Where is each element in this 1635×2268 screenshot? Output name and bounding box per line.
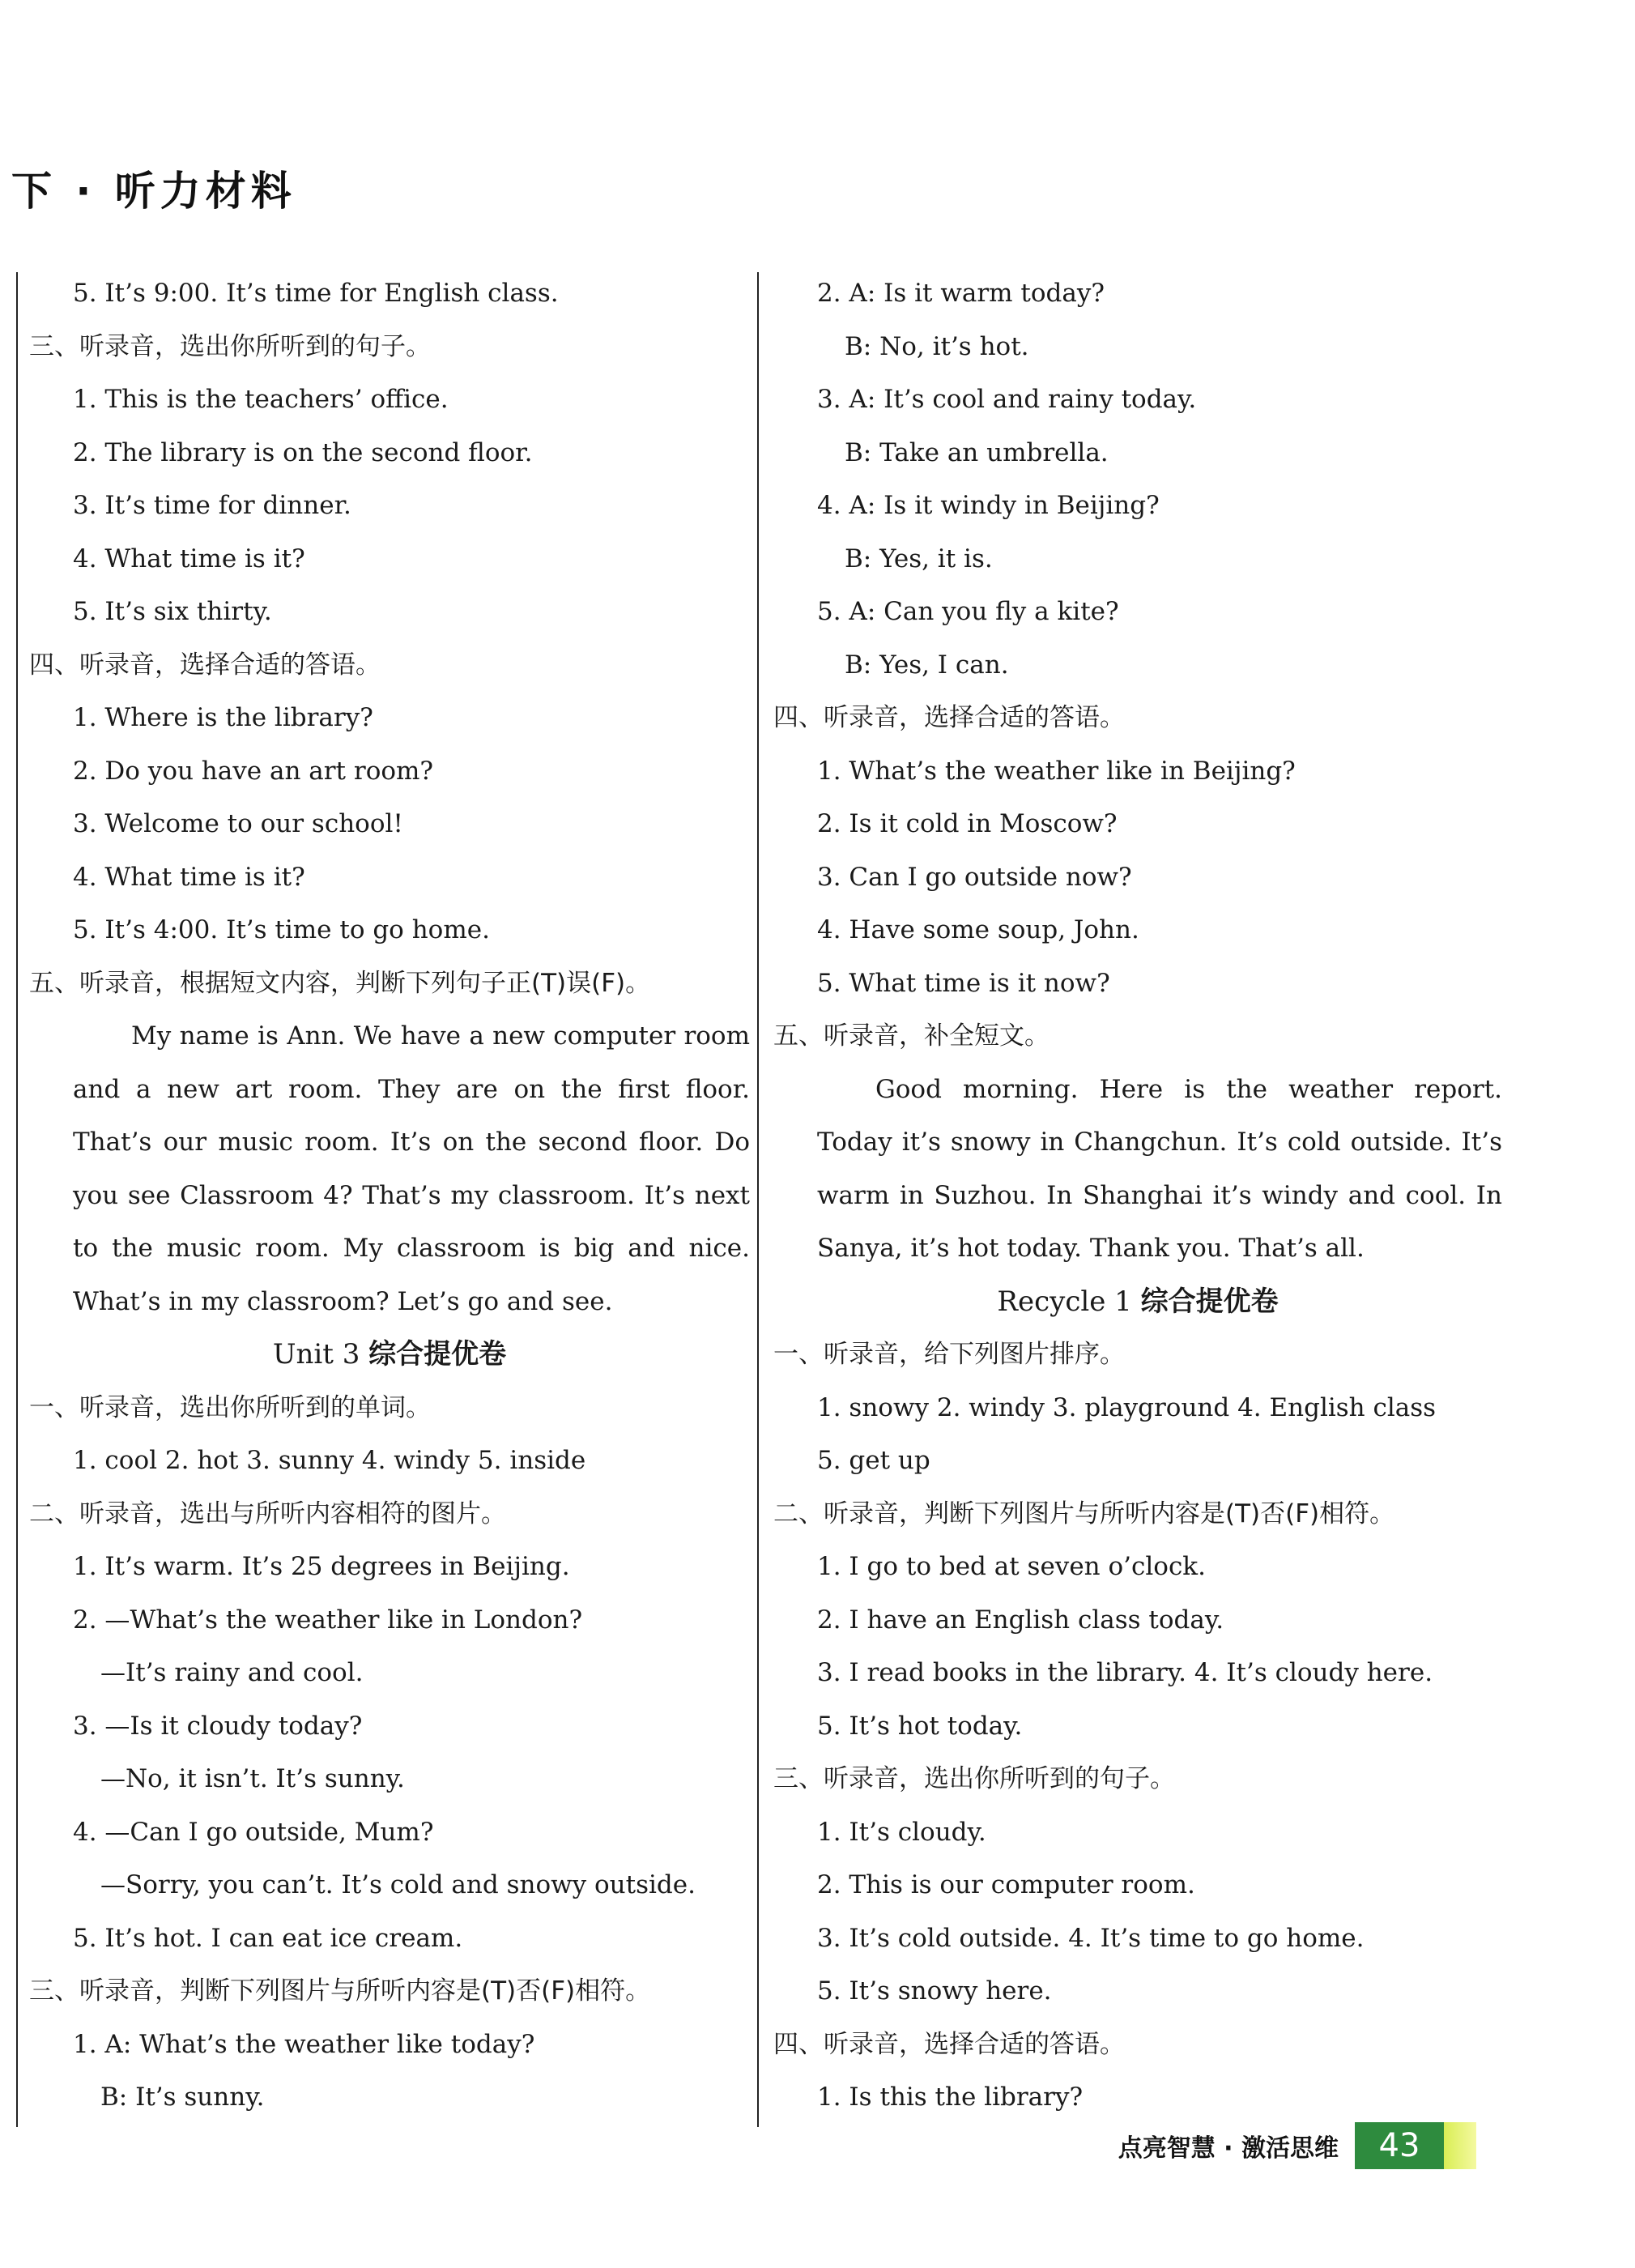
section-instruction: 五、听录音，根据短文内容，判断下列句子正(T)误(F)。: [29, 968, 651, 998]
list-item: 1. Is this the library?: [817, 2083, 1084, 2112]
list-item: 3. It’s time for dinner.: [73, 491, 351, 520]
section-heading-en: Recycle 1: [997, 1285, 1132, 1318]
list-item: 3. A: It’s cool and rainy today.: [817, 385, 1197, 414]
passage-text: My name is Ann. We have a new computer room and a new art room. They are on the first floor. That’s our music room. It’s on the second floor. Do you see Classroom 4? That’s my classroom. It’s next to the music room. My classroom is big and nice. What’s in my classroom? Let’s go and see.: [73, 1021, 750, 1316]
passage-paragraph: [773, 1064, 1502, 1276]
list-item: 5. It’s 9:00. It’s time for English class.: [73, 279, 559, 308]
section-heading: [29, 1328, 750, 1382]
list-item: 5. It’s six thirty.: [73, 597, 272, 626]
list-item: 2. This is our computer room.: [817, 1870, 1195, 1899]
list-item: 2. A: Is it warm today?: [817, 279, 1105, 308]
dialogue-reply: B: Yes, it is.: [845, 544, 993, 573]
list-item: 2. Is it cold in Moscow?: [817, 809, 1118, 838]
list-item: 1. It’s warm. It’s 25 degrees in Beijing.: [73, 1552, 570, 1581]
list-item: 1. A: What’s the weather like today?: [73, 2029, 535, 2059]
page-header-title: 下 · 听力材料: [11, 168, 296, 215]
list-item: 1. It’s cloudy.: [817, 1817, 986, 1847]
list-item: 3. It’s cold outside. 4. It’s time to go home.: [817, 1923, 1365, 1953]
dialogue-reply: —No, it isn’t. It’s sunny.: [100, 1764, 405, 1793]
section-heading-cn: 综合提优卷: [368, 1338, 507, 1371]
section-instruction: 二、听录音，判断下列图片与所听内容是(T)否(F)相符。: [773, 1498, 1395, 1528]
section-instruction: 二、听录音，选出与所听内容相符的图片。: [29, 1498, 506, 1528]
section-instruction: 三、听录音，判断下列图片与所听内容是(T)否(F)相符。: [29, 1976, 651, 2006]
right-column: [773, 267, 1502, 2125]
dialogue-reply: B: It’s sunny.: [100, 2083, 265, 2112]
list-item: 1. I go to bed at seven o’clock.: [817, 1552, 1206, 1581]
dialogue-reply: B: No, it’s hot.: [845, 331, 1029, 361]
page-footer: [1118, 2122, 1476, 2169]
list-item: 4. Have some soup, John.: [817, 915, 1139, 944]
list-item: 5. What time is it now?: [817, 968, 1110, 998]
left-column: [29, 267, 750, 2125]
passage-paragraph: [29, 1010, 750, 1328]
list-item: 5. A: Can you fly a kite?: [817, 597, 1119, 626]
section-instruction: 一、听录音，选出你所听到的单词。: [29, 1392, 431, 1422]
list-item: 2. Do you have an art room?: [73, 756, 434, 786]
section-instruction: 四、听录音，选择合适的答语。: [773, 703, 1125, 732]
list-item: 5. It’s snowy here.: [817, 1976, 1052, 2006]
section-instruction: 四、听录音，选择合适的答语。: [29, 650, 381, 680]
section-heading: [773, 1276, 1502, 1329]
list-item: 3. Welcome to our school!: [73, 809, 403, 838]
list-item: 4. What time is it?: [73, 544, 305, 573]
section-instruction: 五、听录音，补全短文。: [773, 1021, 1050, 1051]
list-item: 3. —Is it cloudy today?: [73, 1711, 363, 1741]
section-instruction: 一、听录音，给下列图片排序。: [773, 1340, 1125, 1369]
list-item: 5. get up: [817, 1446, 930, 1475]
list-item: 2. —What’s the weather like in London?: [73, 1605, 583, 1635]
page-number: 43: [1355, 2122, 1444, 2169]
list-item: 4. What time is it?: [73, 862, 305, 892]
dialogue-reply: —Sorry, you can’t. It’s cold and snowy outside.: [100, 1870, 696, 1899]
list-item: 3. I read books in the library. 4. It’s cloudy here.: [817, 1658, 1433, 1687]
dialogue-reply: —It’s rainy and cool.: [100, 1658, 364, 1687]
list-item: 1. snowy 2. windy 3. playground 4. English class: [817, 1392, 1437, 1422]
page-tab-decoration: [1444, 2122, 1476, 2169]
section-heading-en: Unit 3: [272, 1338, 360, 1371]
list-item: 1. cool 2. hot 3. sunny 4. windy 5. inside: [73, 1446, 586, 1475]
passage-text: Good morning. Here is the weather report. Today it’s snowy in Changchun. It’s cold outside. It’s warm in Suzhou. In Shanghai it’s windy and cool. In Sanya, it’s hot today. Thank you. That’s all.: [817, 1074, 1502, 1263]
column-divider: [757, 272, 759, 2127]
dialogue-reply: B: Take an umbrella.: [845, 437, 1109, 467]
section-instruction: 三、听录音，选出你所听到的句子。: [773, 1764, 1175, 1793]
left-margin-rule: [16, 272, 18, 2127]
section-instruction: 四、听录音，选择合适的答语。: [773, 2029, 1125, 2059]
list-item: 5. It’s 4:00. It’s time to go home.: [73, 915, 490, 944]
list-item: 3. Can I go outside now?: [817, 862, 1132, 892]
footer-slogan: 点亮智慧 · 激活思维: [1118, 2134, 1339, 2163]
list-item: 2. The library is on the second floor.: [73, 437, 533, 467]
list-item: 1. This is the teachers’ office.: [73, 385, 449, 414]
list-item: 5. It’s hot today.: [817, 1711, 1023, 1741]
list-item: 4. A: Is it windy in Beijing?: [817, 491, 1160, 520]
list-item: 2. I have an English class today.: [817, 1605, 1224, 1635]
list-item: 5. It’s hot. I can eat ice cream.: [73, 1923, 463, 1953]
list-item: 1. What’s the weather like in Beijing?: [817, 756, 1296, 786]
list-item: 4. —Can I go outside, Mum?: [73, 1817, 434, 1847]
section-instruction: 三、听录音，选出你所听到的句子。: [29, 331, 431, 361]
list-item: 1. Where is the library?: [73, 703, 373, 732]
section-heading-cn: 综合提优卷: [1140, 1285, 1279, 1318]
dialogue-reply: B: Yes, I can.: [845, 650, 1009, 680]
